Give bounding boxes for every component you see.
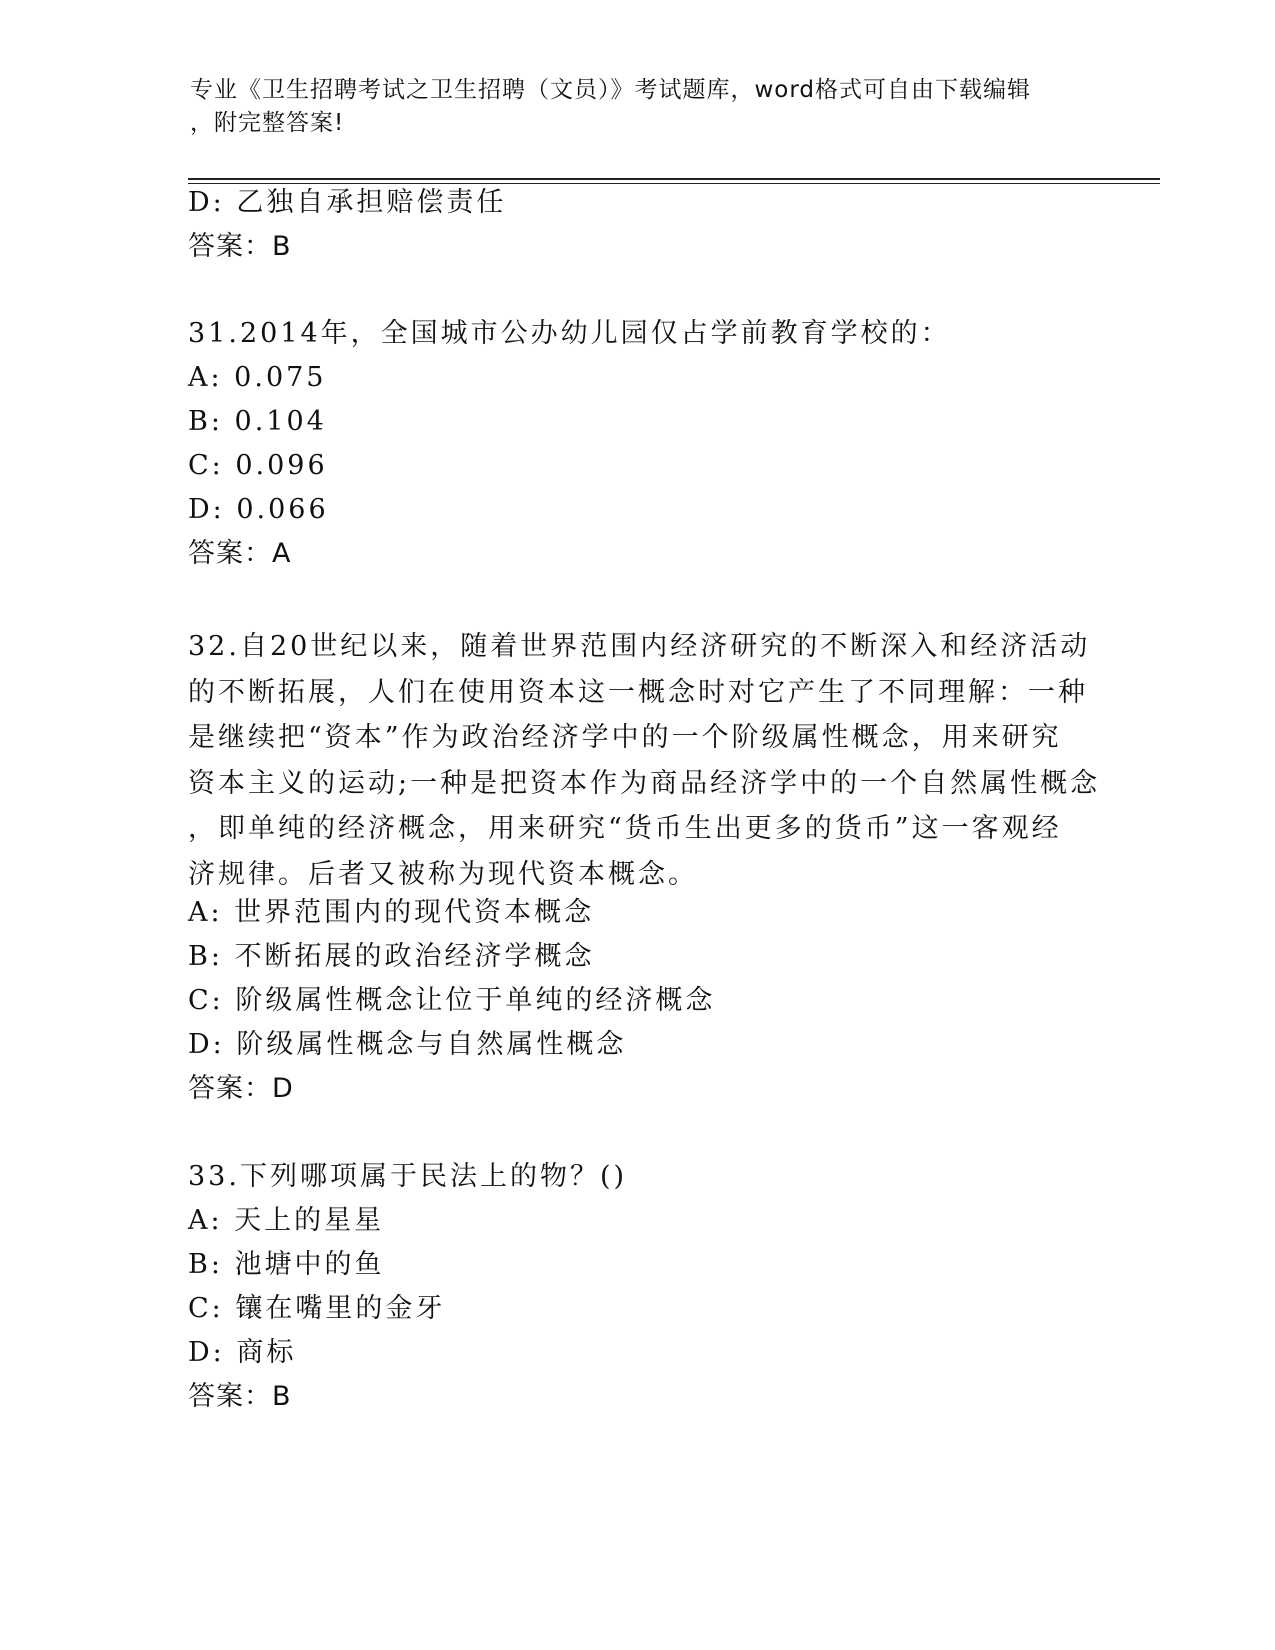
q32-stem-line-4: 资本主义的运动;一种是把资本作为商品经济学中的一个自然属性概念 [188,767,1101,799]
q33-answer: 答案：B [188,1381,292,1412]
header-line-1: 专业《卫生招聘考试之卫生招聘（文员）》考试题库，word格式可自由下载编辑 [190,77,1032,103]
q32-stem-line-1: 32.自20世纪以来，随着世界范围内经济研究的不断深入和经济活动 [188,631,1091,662]
q31-option-a: A: 0.075 [188,362,327,393]
q32-option-b: B: 不断拓展的政治经济学概念 [188,941,595,972]
q32-answer: 答案：D [188,1073,294,1104]
q31-option-b: B: 0.104 [188,406,327,437]
q33-option-b: B: 池塘中的鱼 [188,1249,385,1280]
q33-option-d: D: 商标 [188,1337,297,1368]
q33-option-c: C: 镶在嘴里的金牙 [188,1293,446,1324]
q32-option-a: A: 世界范围内的现代资本概念 [188,897,595,928]
q32-stem-line-2: 的不断拓展，人们在使用资本这一概念时对它产生了不同理解：一种 [188,676,1088,708]
q32-option-d: D: 阶级属性概念与自然属性概念 [188,1029,627,1060]
q32-stem [188,624,1101,898]
q32-stem-line-5: ，即单纯的经济概念，用来研究“货币生出更多的货币”这一客观经 [188,813,1062,845]
header-divider-thin [188,183,1160,184]
q32-stem-line-6: 济规律。后者又被称为现代资本概念。 [188,858,698,890]
document-header [190,74,1090,140]
q33-option-a: A: 天上的星星 [188,1205,385,1236]
q32-option-c: C: 阶级属性概念让位于单纯的经济概念 [188,985,716,1016]
q31-stem: 31.2014年，全国城市公办幼儿园仅占学前教育学校的： [188,318,951,349]
q30-answer: 答案：B [188,231,292,262]
header-divider [188,178,1160,180]
q32-stem-line-3: 是继续把“资本”作为政治经济学中的一个阶级属性概念，用来研究 [188,722,1062,754]
q31-option-c: C: 0.096 [188,450,328,481]
q33-stem: 33.下列哪项属于民法上的物？() [188,1161,628,1192]
q30-option-d: D: 乙独自承担赔偿责任 [188,187,507,218]
q31-option-d: D: 0.066 [188,494,329,525]
header-line-2: ，附完整答案! [190,110,345,136]
q31-answer: 答案：A [188,538,292,569]
